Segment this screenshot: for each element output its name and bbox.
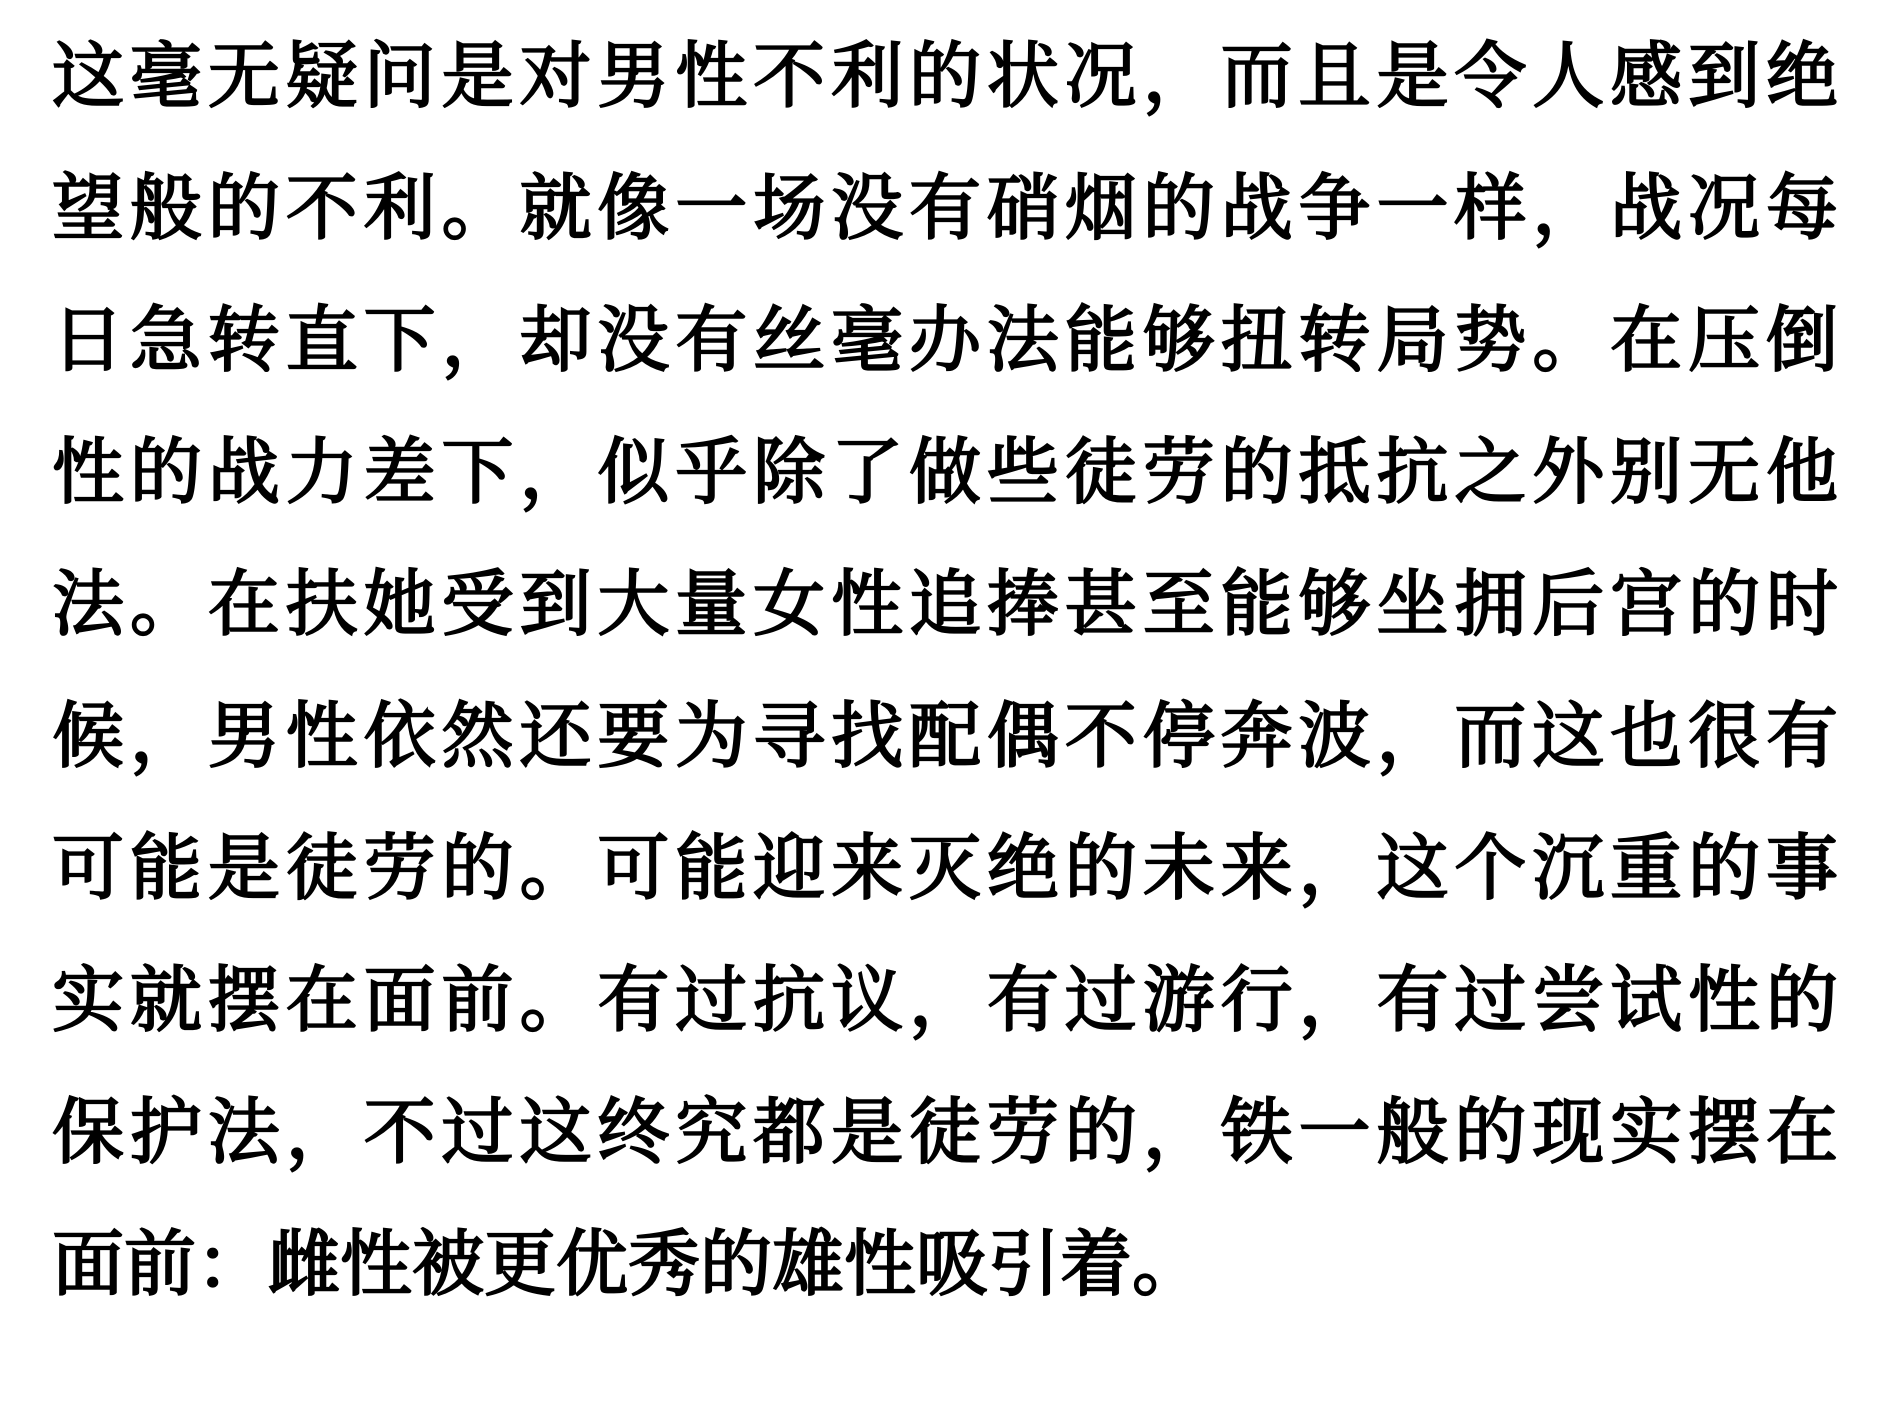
text-line-10: 面前：雌性被更优秀的雄性吸引着。: [52, 1222, 1205, 1306]
text-line-3: 日急转直下，却没有丝毫办法能够扭转局势。在压倒: [52, 298, 1838, 382]
text-line-4: 性的战力差下，似乎除了做些徒劳的抵抗之外别无他: [52, 430, 1838, 514]
text-line-9: 保护法，不过这终究都是徒劳的，铁一般的现实摆在: [52, 1090, 1838, 1174]
text-line-5: 法。在扶她受到大量女性追捧甚至能够坐拥后宫的时: [52, 562, 1838, 646]
paragraph: [52, 10, 1838, 1330]
text-line-7: 可能是徒劳的。可能迎来灭绝的未来，这个沉重的事: [52, 826, 1838, 910]
text-line-6: 候，男性依然还要为寻找配偶不停奔波，而这也很有: [52, 694, 1838, 778]
text-line-8: 实就摆在面前。有过抗议，有过游行，有过尝试性的: [52, 958, 1838, 1042]
text-line-1: 这毫无疑问是对男性不利的状况，而且是令人感到绝: [52, 34, 1838, 118]
text-line-2: 望般的不利。就像一场没有硝烟的战争一样，战况每: [52, 166, 1838, 250]
